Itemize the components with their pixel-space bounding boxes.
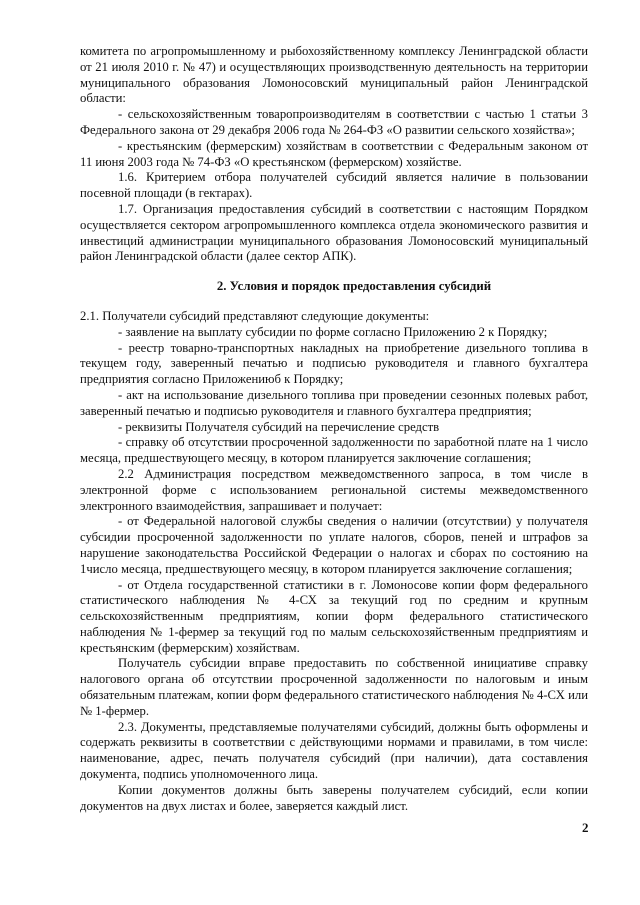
paragraph-1-7: 1.7. Организация предоставления субсидий в соответствии с настоящим Порядком осуществляется сектором агропромышленного комплекса отдела экономического развития и инвестиций администрации муниципального образования Ломоносовский муниципальный район Ленинградской области (далее сектор АПК).	[80, 201, 588, 264]
paragraph-2-2: 2.2 Администрация посредством межведомственного запроса, в том числе в электронной форме с использованием региональной системы межведомственного электронного взаимодействия, запрашивает и получает:	[80, 466, 588, 513]
paragraph-1-6: 1.6. Критерием отбора получателей субсидий является наличие в пользовании посевной площади (в гектарах).	[80, 170, 588, 201]
list-item-application: - заявление на выплату субсидии по форме согласно Приложению 2 к Порядку;	[118, 324, 548, 339]
document-page	[80, 44, 588, 814]
paragraph-copies-certification: Копии документов должны быть заверены получателем субсидий, если копии документов на двух листах и более, заверяется каждый лист.	[80, 782, 588, 813]
paragraph-2-3: 2.3. Документы, представляемые получателями субсидий, должны быть оформлены и содержать реквизиты в соответствии с действующими нормами и правилами, в том числе: наименование, адрес, печать получателя субсидий (при наличии), дата составления документа, подпись уполномоченного лица.	[80, 719, 588, 782]
paragraph-optional-certificate: Получатель субсидии вправе предоставить по собственной инициативе справку налогового органа об отсутствии просроченной задолженности по налоговым и иным обязательным платежам, копии форм федерального статистического наблюдения № 4-СХ или № 1-фермер.	[80, 656, 588, 718]
section-heading: 2. Условия и порядок предоставления субсидий	[216, 279, 492, 294]
list-item-tax-service: - от Федеральной налоговой службы сведения о наличии (отсутствии) у получателя субсидии просроченной задолженности по уплате налогов, сборов, пеней и штрафов за нарушение законодательства Российской Федерации о налогах и сборах по состоянию на 1число месяца, предшествующего месяцу, в котором планируется заключение соглашения;	[80, 514, 588, 576]
list-item-statistics-office: - от Отдела государственной статистики в г. Ломоносове копии форм федерального статистического наблюдения № 4-СХ за текущий год по средним и крупным сельскохозяйственным предприятиям, копии форм федерального статистического наблюдения № 1-фермер за текущий год по малым сельскохозяйственным предприятиям и крестьянским (фермерским) хозяйствам.	[80, 577, 588, 655]
paragraph-2-1: 2.1. Получатели субсидий представляют следующие документы:	[80, 308, 430, 323]
page-number: 2	[582, 820, 589, 835]
list-item-fuel-act: - акт на использование дизельного топлива при проведении сезонных полевых работ, заверенный печатью и подписью руководителя и главного бухгалтера предприятия;	[80, 387, 588, 418]
list-item-waybill-registry: - реестр товарно-транспортных накладных на приобретение дизельного топлива в текущем году, заверенный печатью и подписью руководителя и главного бухгалтера предприятия согласно Приложениюб к Порядку;	[80, 340, 588, 387]
list-item-agri-producers: - сельскохозяйственным товаропроизводителям в соответствии с частью 1 статьи 3 Федерального закона от 29 декабря 2006 года № 264-ФЗ «О развитии сельского хозяйства»;	[80, 107, 588, 137]
paragraph-committee-reference: комитета по агропромышленному и рыбохозяйственному комплексу Ленинградской области от 21 июля 2010 г. № 47) и осуществляющих производственную деятельность на территории муниципального образования Ломоносовский муниципальный район Ленинградской области:	[80, 44, 588, 106]
list-item-farm-households: - крестьянским (фермерским) хозяйствам в соответствии с Федеральным законом от 11 июня 2003 года № 74-ФЗ «О крестьянском (фермерском) хозяйстве.	[80, 138, 588, 169]
list-item-bank-details: - реквизиты Получателя субсидий на перечисление средств	[118, 419, 440, 434]
list-item-salary-certificate: - справку об отсутствии просроченной задолженности по заработной плате на 1 число месяца, предшествующего месяцу, в котором планируется заключение соглашения;	[80, 435, 588, 466]
